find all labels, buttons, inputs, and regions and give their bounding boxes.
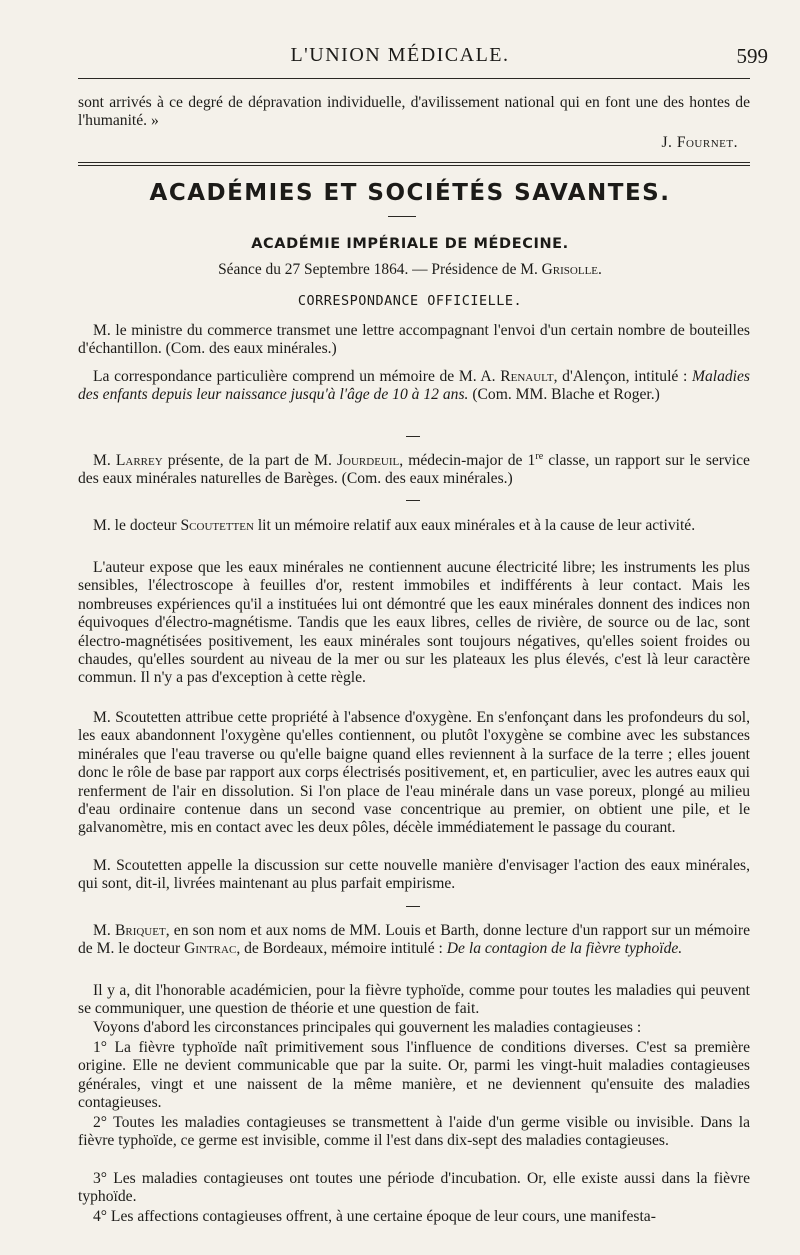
paragraph-correspondance <box>78 368 750 405</box>
text-segment: M. le docteur <box>93 517 181 534</box>
paragraph-oxygene: M. Scoutetten attribue cette propriété à l'absence d'oxygène. En s'enfonçant dans les profondeurs du sol, les eaux abandonnent l'oxygène qu'elles contiennent, ou plutôt l'oxygène se combine avec les substances minérales que l'eau traverse ou qu'elle baigne quand elles reviennent à la surface de la terre ; elles jouent donc le rôle de base par rapport aux corps électrisés positivement, et, en particulier, avec les autres eaux qui renferment de l'air en dissolution. Si l'on place de l'eau minérale dans un vase poreux, plongé au milieu d'eau ordinaire contenue dans un second vase concentrique au premier, on obtient une pile, et le galvanomètre, mis en contact avec les deux pôles, décèle immédiatement le passage du courant. <box>78 709 750 837</box>
paragraph-expose: L'auteur expose que les eaux minérales ne contiennent aucune électricité libre; les instruments les plus sensibles, l'électroscope à feuilles d'or, restent immobiles et indifférents à leur contact. Mais les nombreuses expériences qu'il a instituées lui ont démontré que les eaux minérales donnent des indices non équivoques d'électro-magnétisme. Tandis que les eaux libres, celles de rivière, de source ou de lac, sont électro-magnétisées positivement, les eaux minérales sont toujours négatives, qu'elles soient froides ou chaudes, qu'elles sourdent au niveau de la mer ou sur les plateaux les plus élevés, c'est là leur caractère commun. Il n'y a pas d'exception à cette règle. <box>78 559 750 687</box>
text-segment: , médecin-major de 1 <box>399 452 536 469</box>
president-name: Grisolle <box>541 261 599 278</box>
title-underline <box>388 216 416 217</box>
section-title: ACADÉMIES ET SOCIÉTÉS SAVANTES. <box>149 180 671 206</box>
author-name: Gintrac <box>184 940 237 958</box>
text-segment: La correspondance particulière comprend un mémoire de M. A. <box>93 368 501 385</box>
text-segment: présente, de la part de M. <box>162 452 337 469</box>
paragraph-point-2: 2° Toutes les maladies contagieuses se transmettent à l'aide d'un germe visible ou invisible. Dans la fièvre typhoïde, ce germe est invisible, comme il l'est dans dix-sept des maladies contagieuses. <box>78 1114 750 1150</box>
intro-paragraph: sont arrivés à ce degré de dépravation individuelle, d'avilissement national qui en font une des hontes de l'humanité. » <box>78 94 750 130</box>
separator-dash <box>406 500 420 501</box>
text-segment: , d'Alençon, intitulé : <box>553 368 692 385</box>
paragraph-larrey <box>78 452 750 489</box>
author-name: Renault <box>500 368 554 385</box>
text-segment: lit un mémoire relatif aux eaux minérales et à la cause de leur activité. <box>253 517 696 534</box>
running-head <box>0 38 800 78</box>
author-name: Briquet <box>114 922 166 939</box>
academy-title: ACADÉMIE IMPÉRIALE DE MÉDECINE. <box>251 236 569 252</box>
paragraph-academicien: Il y a, dit l'honorable académicien, pour la fièvre typhoïde, comme pour toutes les maladies qui peuvent se communiquer, une question de théorie et une question de fait. <box>78 982 750 1018</box>
section-rule-top <box>78 162 750 163</box>
paragraph-point-1: 1° La fièvre typhoïde naît primitivement sous l'influence de conditions diverses. C'est sa première origine. Elle ne devient communicable que par la suite. Or, parmi les vingt-huit maladies contagieuses générales, vingt et une naissent de la même manière, et ne deviennent qu'ensuite des maladies contagieuses. <box>78 1039 750 1112</box>
separator-dash <box>406 906 420 907</box>
author-name: Jourdeuil <box>336 452 400 469</box>
session-line: Séance du 27 Septembre 1864. — Présidence de M. Grisolle. <box>218 261 602 278</box>
text-segment: M. <box>93 922 115 939</box>
author-name: Scoutetten <box>180 517 254 534</box>
paragraph-point-3: 3° Les maladies contagieuses ont toutes une période d'incubation. Or, elle existe aussi dans la fièvre typhoïde. <box>78 1170 750 1206</box>
text-segment: , en son nom et aux noms de MM. Louis et Barth, donne lecture d'un rapport sur un mémoire de M. le docteur <box>78 922 750 958</box>
correspondence-heading: CORRESPONDANCE OFFICIELLE. <box>297 293 523 309</box>
paragraph-circonstances: Voyons d'abord les circonstances principales qui gouvernent les maladies contagieuses : <box>93 1019 642 1036</box>
paragraph-discussion: M. Scoutetten appelle la discussion sur cette nouvelle manière d'envisager l'action des eaux minérales, qui sont, dit-il, livrées maintenant au plus parfait empirisme. <box>78 857 750 893</box>
work-title: Maladies des enfants depuis leur naissance jusqu'à l'âge de 10 à 12 ans. <box>78 368 750 404</box>
text-segment: M. <box>93 452 116 469</box>
paragraph-point-4: 4° Les affections contagieuses offrent, à une certaine époque de leur cours, une manifesta- <box>93 1208 656 1225</box>
signature: J. Fournet. <box>661 134 738 151</box>
ordinal-suffix: re <box>535 450 544 462</box>
running-title: L'UNION MÉDICALE. <box>290 44 510 66</box>
paragraph-briquet <box>78 922 750 959</box>
section-rule-bottom <box>78 165 750 166</box>
text-segment: classe, un rapport sur le service des eaux minérales naturelles de Barèges. (Com. des eaux minérales.) <box>78 452 750 488</box>
header-rule <box>78 78 750 79</box>
paragraph-scoutetten <box>78 517 750 535</box>
separator-dash <box>406 436 420 437</box>
page-number: 599 <box>736 44 768 68</box>
paragraph-ministre: M. le ministre du commerce transmet une lettre accompagnant l'envoi d'un certain nombre de bouteilles d'échantillon. (Com. des eaux minérales.) <box>78 322 750 358</box>
text-segment: (Com. MM. Blache et Roger.) <box>468 386 660 404</box>
author-name: Larrey <box>115 452 163 469</box>
text-segment: , de Bordeaux, mémoire intitulé : <box>236 940 447 958</box>
work-title: De la contagion de la fièvre typhoïde. <box>446 940 683 958</box>
